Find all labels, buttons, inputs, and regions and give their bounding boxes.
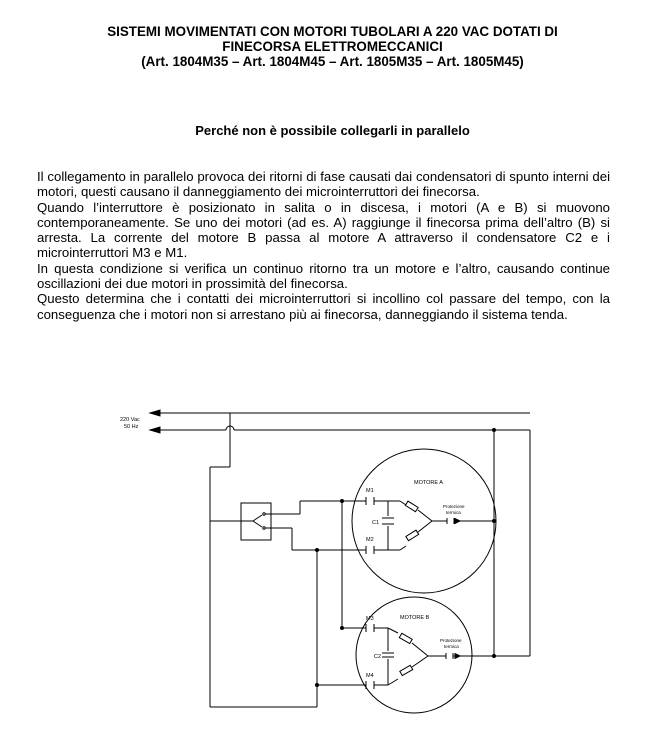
capacitor-c1-label: C1: [372, 520, 380, 526]
motor-b: [317, 597, 530, 713]
title-line-1: SISTEMI MOVIMENTATI CON MOTORI TUBOLARI A 220 VAC DOTATI DI: [107, 24, 558, 39]
paragraph-1: Il collegamento in parallelo provoca dei ritorni di fase causati dai condensatori di spunto interni dei motori, questi causano il danneggiamento dei microinterruttori dei finecorsa.: [37, 169, 610, 200]
supply-lines: [120, 410, 530, 433]
motor-b-label: MOTORE B: [400, 615, 430, 621]
motor-a-protection-line2: termica: [446, 510, 461, 515]
switch-m2-label: M2: [366, 537, 374, 543]
paragraph-2: Quando l’interruttore è posizionato in salita o in discesa, i motori (A e B) si muovono contemporaneamente. Se uno dei motori (ad es. A) raggiunge il finecorsa prima dell’altro (B) si arresta. La corrente del motore B passa al motore A attraverso il condensatore C2 e i microinterruttori M3 e M1.: [37, 199, 610, 261]
paragraph-3: In questa condizione si verifica un continuo ritorno tra un motore e l’altro, causando continue oscillazioni dei due motori in prossimità del finecorsa.: [37, 260, 610, 292]
capacitor-c2-label: C2: [374, 654, 382, 660]
section-heading: Perché non è possibile collegarli in parallelo: [195, 123, 470, 138]
motor-a: [342, 449, 496, 593]
motor-b-protection-line2: termica: [444, 644, 459, 649]
title-line-3: (Art. 1804M35 – Art. 1804M45 – Art. 1805M35 – Art. 1805M45): [141, 54, 524, 69]
motor-a-label: MOTORE A: [414, 480, 443, 486]
switch-m1-label: M1: [366, 488, 374, 494]
switch-m4-label: M4: [366, 673, 374, 679]
motor-a-protection-line1: Protezione: [443, 504, 465, 509]
motor-b-protection-line1: Protezione: [440, 638, 462, 643]
switch-m3-label: M3: [366, 616, 374, 622]
title-line-2: FINECORSA ELETTROMECCANICI: [222, 39, 443, 54]
supply-label-frequency: 50 Hz: [124, 424, 139, 430]
wall-switch: [241, 503, 271, 540]
paragraph-4: Questo determina che i contatti dei microinterruttori si incollino col passare del tempo, con la conseguenza che i motori non si arrestano più ai finecorsa, danneggiando il sistema tenda.: [37, 291, 610, 322]
supply-label-voltage: 220 Vac: [120, 417, 140, 423]
